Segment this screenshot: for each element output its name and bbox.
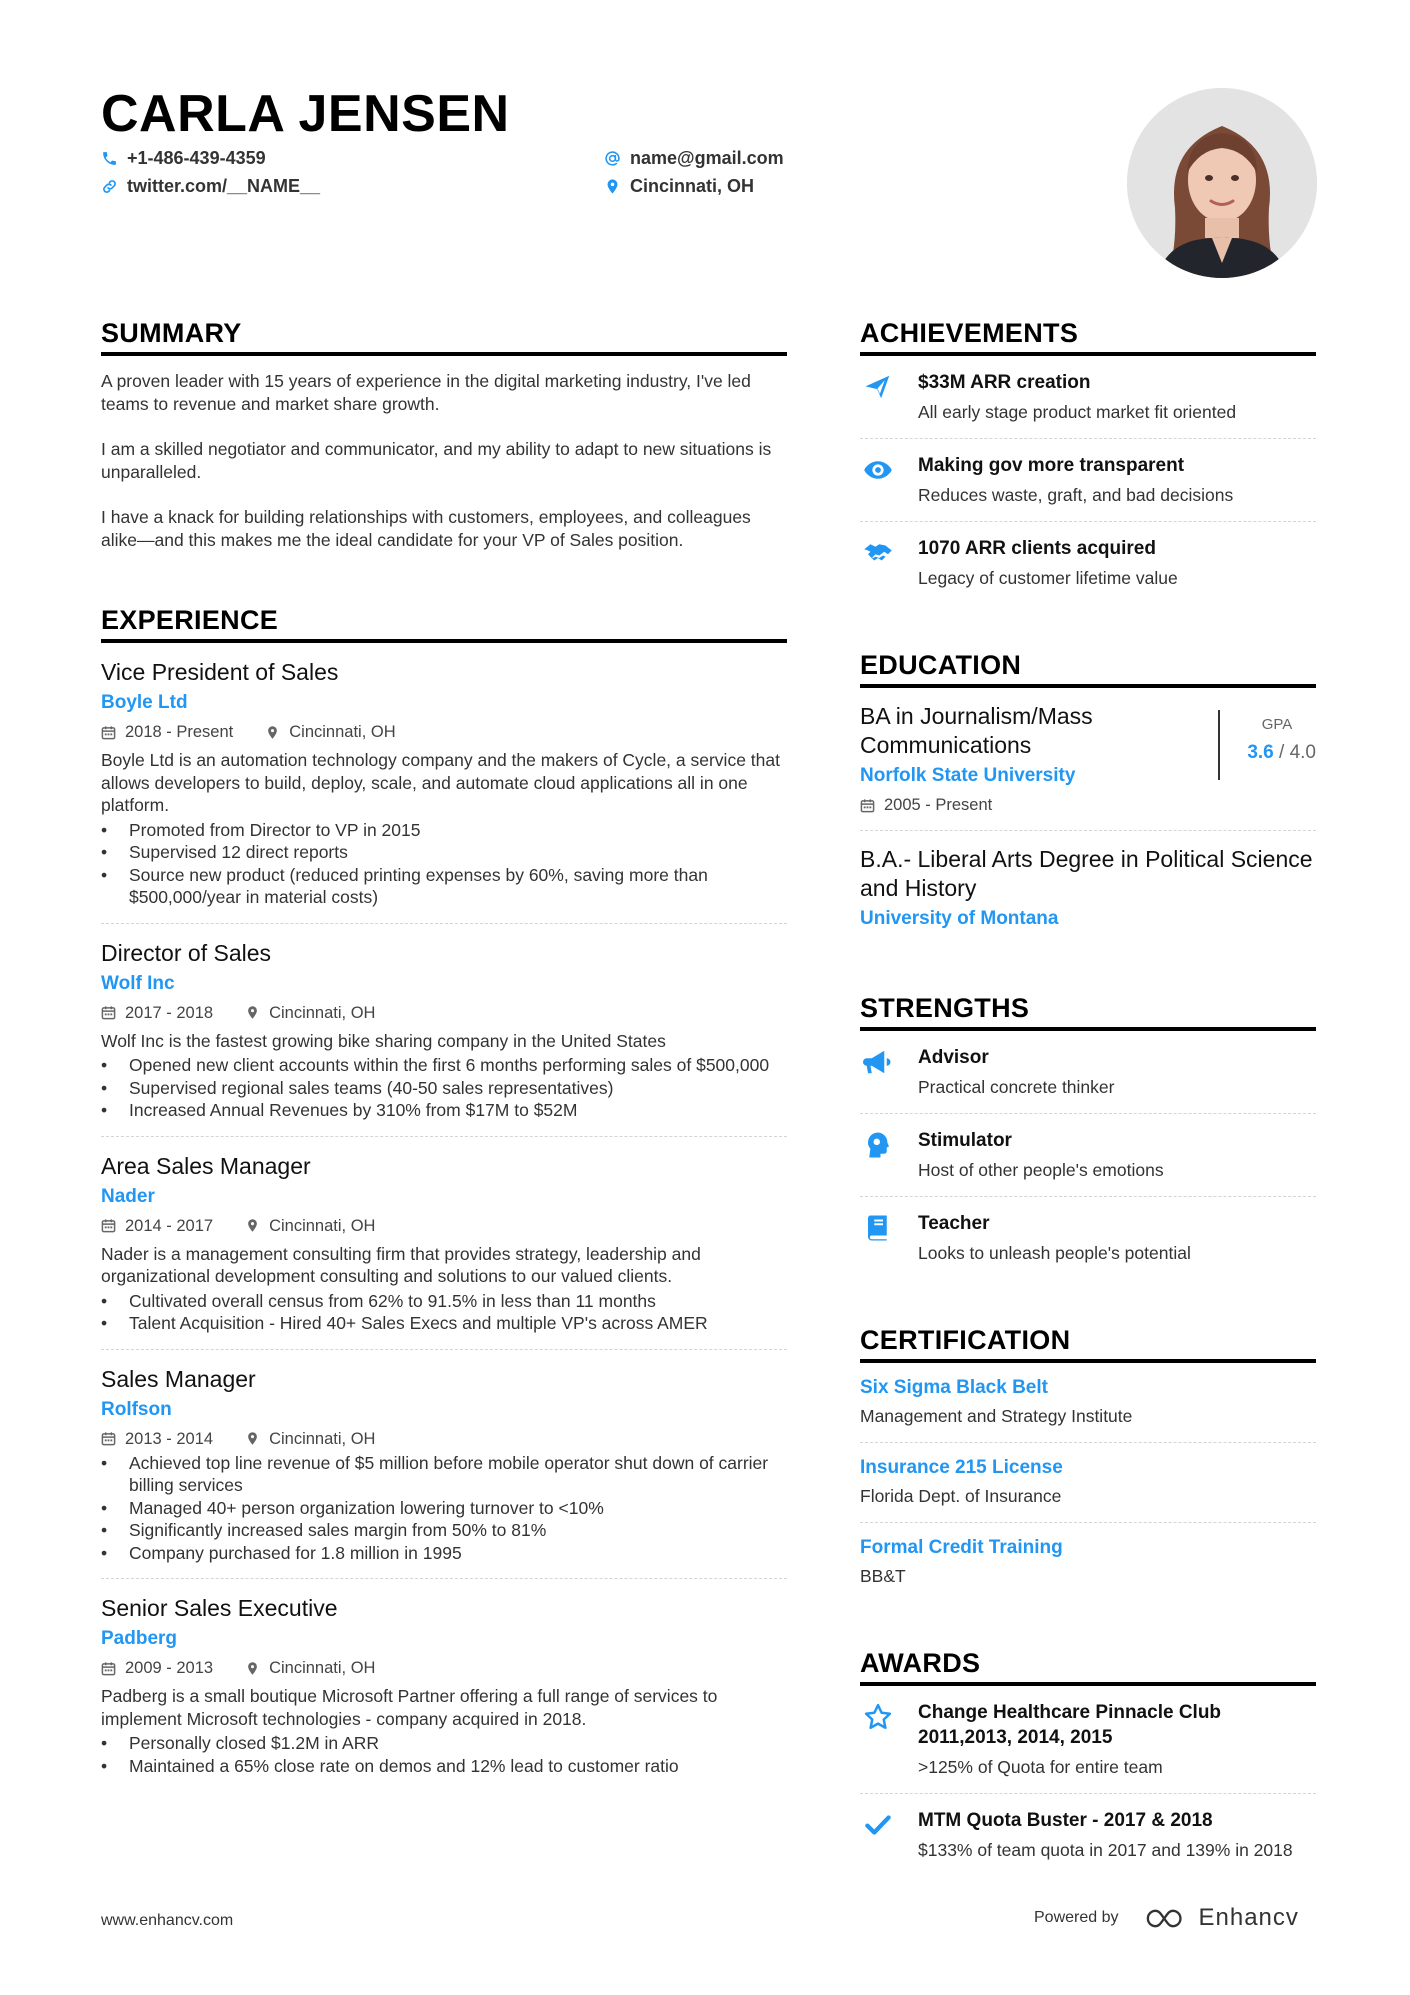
job-title: Director of Sales [101, 939, 272, 966]
twitter-text[interactable]: twitter.com/__NAME__ [127, 176, 321, 196]
experience-bullet: • Supervised 12 direct reports [101, 841, 787, 864]
paper-plane-icon [860, 370, 896, 424]
certification-title: Six Sigma Black Belt [860, 1377, 1048, 1398]
experience-bullet: • Personally closed $1.2M in ARR [101, 1732, 787, 1755]
gpa-label: GPA [1261, 716, 1293, 733]
experience-bullet: • Achieved top line revenue of $5 million before mobile operator shut down of carrier billing services [101, 1452, 787, 1497]
strengths-item [860, 1031, 1316, 1114]
location-pin-icon [604, 178, 621, 195]
job-description: Padberg is a small boutique Microsoft Partner offering a full range of services to implement Microsoft technologies - company acquired in 2018. [101, 1686, 718, 1729]
degree-title: BA in Journalism/Mass Communications [860, 703, 1093, 758]
at-icon [604, 150, 621, 167]
education-heading: EDUCATION [860, 648, 1316, 688]
summary-paragraph: I have a knack for building relationships with customers, employees, and colleagues alike—and this makes me the ideal candidate for your VP of Sales position. [101, 507, 751, 550]
job-location-text: Cincinnati, OH [269, 1659, 376, 1677]
certification-org: BB&T [860, 1566, 906, 1586]
job-dates-text: 2009 - 2013 [125, 1659, 214, 1677]
experience-item [101, 1579, 787, 1791]
strengths-title: Stimulator [918, 1130, 1012, 1151]
experience-item [101, 924, 787, 1137]
job-location-text: Cincinnati, OH [289, 723, 396, 741]
education-dates [860, 794, 992, 816]
job-meta [101, 1428, 787, 1450]
experience-bullet: • Significantly increased sales margin from 50% to 81% [101, 1519, 787, 1542]
profile-photo [1127, 88, 1317, 278]
phone-text[interactable]: +1-486-439-4359 [127, 148, 266, 168]
eye-icon [860, 453, 896, 507]
achievements-item [860, 356, 1316, 439]
calendar-icon [860, 798, 875, 813]
location-pin-icon [245, 1005, 260, 1020]
enhancv-logo-icon [1145, 1907, 1191, 1930]
experience-bullet: • Cultivated overall census from 62% to 91.5% in less than 11 months [101, 1290, 787, 1313]
awards-description: >125% of Quota for entire team [918, 1757, 1163, 1777]
job-location [245, 1428, 375, 1450]
awards-description: $133% of team quota in 2017 and 139% in 2018 [918, 1840, 1293, 1860]
achievements-item [860, 439, 1316, 522]
brand-logo[interactable] [1145, 1904, 1299, 1932]
certification-title: Insurance 215 License [860, 1457, 1063, 1478]
education-dates-text: 2005 - Present [884, 796, 993, 814]
certification-heading: CERTIFICATION [860, 1323, 1316, 1363]
company-name: Wolf Inc [101, 972, 175, 994]
experience-bullets [101, 1732, 787, 1777]
star-icon [860, 1700, 896, 1779]
email-text[interactable]: name@gmail.com [630, 148, 784, 168]
education-meta [860, 794, 1316, 816]
job-description: Boyle Ltd is an automation technology company and the makers of Cycle, a service that allows developers to build, deploy, scale, and automate cloud applications all in one platform. [101, 750, 780, 815]
strengths-title: Teacher [918, 1213, 990, 1234]
job-title: Vice President of Sales [101, 659, 339, 685]
education-item [860, 688, 1316, 831]
awards-item [860, 1686, 1316, 1794]
experience-item [101, 1350, 787, 1580]
handshake-icon [860, 536, 896, 590]
book-icon [860, 1211, 896, 1265]
strengths-description: Practical concrete thinker [918, 1077, 1115, 1097]
experience-bullet: • Opened new client accounts within the first 6 months performing sales of $500,000 [101, 1054, 787, 1077]
company-name: Padberg [101, 1628, 178, 1649]
experience-bullets [101, 1054, 787, 1122]
job-title: Senior Sales Executive [101, 1595, 338, 1621]
certification-list [860, 1363, 1316, 1602]
calendar-icon [101, 1005, 116, 1020]
twitter-contact [101, 176, 320, 197]
gpa-score: 3.6 [1247, 742, 1274, 763]
job-dates [101, 1215, 213, 1237]
experience-list [101, 643, 787, 1791]
awards-title: Change Healthcare Pinnacle Club 2011,2013, 2014, 2015 [918, 1702, 1222, 1748]
job-title: Sales Manager [101, 1365, 256, 1392]
strengths-title: Advisor [918, 1047, 989, 1068]
job-meta [101, 1657, 787, 1679]
experience-bullet: • Supervised regional sales teams (40-50 sales representatives) [101, 1077, 787, 1100]
gpa-value: 3.6 / 4.0 [1247, 742, 1316, 763]
awards-item [860, 1794, 1316, 1876]
certification-item [860, 1363, 1316, 1443]
strengths-item [860, 1197, 1316, 1279]
achievements-title: $33M ARR creation [918, 372, 1091, 393]
job-location [245, 1657, 375, 1679]
certification-item [860, 1523, 1316, 1602]
achievements-list [860, 356, 1316, 604]
experience-bullets [101, 1452, 787, 1565]
strengths-heading: STRENGTHS [860, 991, 1316, 1031]
job-dates-text: 2013 - 2014 [125, 1429, 214, 1448]
phone-contact [101, 148, 266, 169]
job-meta [101, 1002, 787, 1024]
summary-paragraph: A proven leader with 15 years of experience in the digital marketing industry, I've led teams to revenue and market share growth. [101, 371, 751, 414]
job-meta [101, 1215, 787, 1237]
location-pin-icon [245, 1218, 260, 1233]
powered-by-text: Powered by [1034, 1909, 1119, 1926]
achievements-description: Reduces waste, graft, and bad decisions [918, 485, 1234, 505]
achievements-item [860, 522, 1316, 604]
job-location-text: Cincinnati, OH [269, 1003, 376, 1022]
achievements-title: Making gov more transparent [918, 455, 1185, 476]
brand-name: Enhancv [1198, 1904, 1299, 1931]
job-dates [101, 1657, 213, 1679]
calendar-icon [101, 1661, 116, 1676]
achievements-heading: ACHIEVEMENTS [860, 316, 1316, 356]
company-name: Rolfson [101, 1398, 172, 1420]
check-icon [860, 1808, 896, 1862]
experience-bullet: • Talent Acquisition - Hired 40+ Sales Execs and multiple VP's across AMER [101, 1312, 787, 1335]
summary-heading: SUMMARY [101, 316, 787, 356]
right-column [860, 316, 1316, 1876]
job-location-text: Cincinnati, OH [269, 1216, 376, 1235]
experience-bullet: • Increased Annual Revenues by 310% from $17M to $52M [101, 1099, 787, 1122]
experience-bullet: • Company purchased for 1.8 million in 1995 [101, 1542, 787, 1565]
job-description: Wolf Inc is the fastest growing bike sharing company in the United States [101, 1030, 666, 1051]
email-contact [604, 148, 784, 169]
company-name: Nader [101, 1185, 155, 1207]
experience-heading: EXPERIENCE [101, 603, 787, 643]
certification-item [860, 1443, 1316, 1523]
job-dates [101, 1002, 213, 1024]
strengths-list [860, 1031, 1316, 1279]
school-name: Norfolk State University [860, 765, 1076, 786]
location-contact [604, 176, 754, 197]
experience-bullet: • Source new product (reduced printing expenses by 60%, saving more than $500,000/year in material costs) [101, 864, 787, 909]
left-column [101, 316, 787, 1791]
footer-website[interactable]: www.enhancv.com [101, 1912, 234, 1929]
awards-list [860, 1686, 1316, 1876]
gpa-max: 4.0 [1289, 742, 1316, 763]
link-icon [101, 178, 118, 195]
candidate-name: CARLA JENSEN [101, 85, 510, 143]
awards-heading: AWARDS [860, 1646, 1316, 1686]
experience-item [101, 643, 787, 924]
job-dates-text: 2014 - 2017 [125, 1216, 214, 1235]
certification-org: Florida Dept. of Insurance [860, 1486, 1062, 1506]
certification-title: Formal Credit Training [860, 1537, 1063, 1558]
megaphone-icon [860, 1045, 896, 1099]
job-location-text: Cincinnati, OH [269, 1429, 376, 1448]
education-item [860, 831, 1316, 947]
job-location [245, 1002, 375, 1024]
job-meta [101, 721, 787, 743]
phone-icon [101, 150, 118, 167]
experience-bullet: • Maintained a 65% close rate on demos and 12% lead to customer ratio [101, 1755, 787, 1778]
calendar-icon [101, 1431, 116, 1446]
location-pin-icon [245, 1431, 260, 1446]
gpa-box [1218, 710, 1316, 780]
job-description: Nader is a management consulting firm that provides strategy, leadership and organizational development consulting and solutions to our valued clients. [101, 1243, 701, 1286]
location-pin-icon [265, 725, 280, 740]
job-dates [101, 721, 233, 743]
footer-brand [1034, 1904, 1299, 1932]
company-name: Boyle Ltd [101, 692, 188, 713]
school-name: University of Montana [860, 908, 1059, 929]
head-icon [860, 1128, 896, 1182]
job-location [245, 1215, 375, 1237]
experience-bullet: • Managed 40+ person organization lowering turnover to <10% [101, 1497, 787, 1520]
achievements-description: All early stage product market fit oriented [918, 402, 1237, 422]
strengths-item [860, 1114, 1316, 1197]
summary-section [101, 370, 787, 551]
job-dates [101, 1428, 213, 1450]
location-text: Cincinnati, OH [630, 176, 755, 196]
job-dates-text: 2018 - Present [125, 723, 234, 741]
degree-title: B.A.- Liberal Arts Degree in Political Science and History [860, 846, 1313, 901]
experience-bullets [101, 819, 787, 909]
job-location [265, 721, 395, 743]
education-list [860, 688, 1316, 947]
calendar-icon [101, 1218, 116, 1233]
awards-title: MTM Quota Buster - 2017 & 2018 [918, 1810, 1213, 1831]
experience-item [101, 1137, 787, 1350]
strengths-description: Host of other people's emotions [918, 1160, 1164, 1180]
calendar-icon [101, 725, 116, 740]
strengths-description: Looks to unleash people's potential [918, 1243, 1191, 1263]
location-pin-icon [245, 1661, 260, 1676]
experience-bullets [101, 1290, 787, 1335]
certification-org: Management and Strategy Institute [860, 1406, 1133, 1426]
job-dates-text: 2017 - 2018 [125, 1003, 214, 1022]
achievements-title: 1070 ARR clients acquired [918, 538, 1156, 559]
summary-paragraph: I am a skilled negotiator and communicator, and my ability to adapt to new situations is unparalleled. [101, 439, 772, 482]
experience-bullet: • Promoted from Director to VP in 2015 [101, 819, 787, 842]
job-title: Area Sales Manager [101, 1152, 311, 1179]
achievements-description: Legacy of customer lifetime value [918, 568, 1178, 588]
